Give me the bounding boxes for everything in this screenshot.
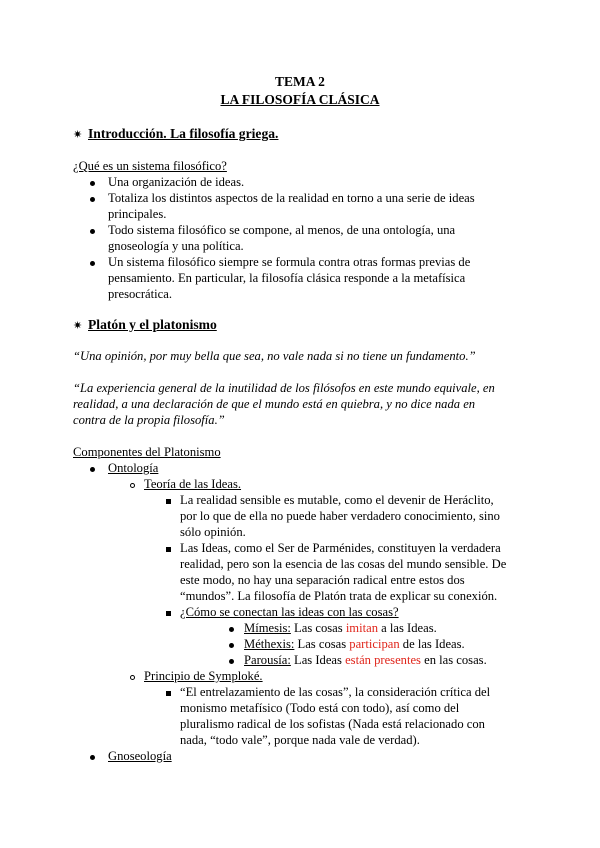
teoria-text: La realidad sensible es mutable, como el devenir de Heráclito,	[180, 493, 494, 507]
sparkle-icon: ✷	[73, 129, 83, 141]
teoria-text: “mundos”. La filosofía de Platón trata de explicar su conexión.	[180, 589, 498, 603]
methexis-line	[244, 636, 465, 652]
teoria-text: sólo opinión.	[180, 525, 246, 539]
gnoseologia-label: Gnoseología	[108, 749, 172, 763]
symploke-text: “El entrelazamiento de las cosas”, la consideración crítica del	[180, 685, 491, 699]
sparkle-icon: ✷	[73, 320, 83, 332]
bullet-dot	[90, 181, 95, 186]
bullet-text: Una organización de ideas.	[108, 175, 245, 189]
bullet-dot	[229, 643, 234, 648]
bullet-dot	[90, 197, 95, 202]
bullet-dot	[90, 755, 95, 760]
page-title-line1: TEMA 2	[275, 74, 325, 89]
bullet-text: Totaliza los distintos aspectos de la realidad en torno a una serie de ideas	[108, 191, 475, 205]
bullet-square	[166, 547, 171, 552]
symploke-label: Principio de Symploké.	[144, 669, 263, 683]
parousia-term: Parousía:	[244, 653, 291, 667]
bullet-dot	[90, 467, 95, 472]
bullet-text: Todo sistema filosófico se compone, al menos, de una ontología, una	[108, 223, 456, 237]
bullet-text: principales.	[108, 207, 167, 221]
symploke-text: nada, “todo vale”, porque nada vale de verdad).	[180, 733, 420, 747]
bullet-dot	[90, 261, 95, 266]
quote-2-line: contra de la propia filosofía.”	[73, 413, 225, 427]
quote-2-line: realidad, a una declaración de que el mundo está en quiebra, y no dice nada en	[73, 397, 476, 411]
methexis-text: Las cosas	[294, 637, 350, 651]
parousia-line	[244, 652, 487, 668]
bullet-text: Un sistema filosófico siempre se formula contra otras formas previas de	[108, 255, 471, 269]
teoria-text: Las Ideas, como el Ser de Parménides, constituyen la verdadera	[180, 541, 501, 555]
page-title-line2: LA FILOSOFÍA CLÁSICA	[220, 92, 380, 107]
symploke-text: pluralismo radical de los sofistas (Nada está relacionado con	[180, 717, 485, 731]
mimesis-highlight: imitan	[345, 621, 378, 635]
bullet-dot	[90, 229, 95, 234]
bullet-text: pensamiento. En particular, la filosofía clásica responde a la metafísica	[108, 271, 466, 285]
symploke-text: monismo metafísico (Todo está con todo), así como del	[180, 701, 460, 715]
teoria-text: este modo, no hay una separación radical entre estos dos	[180, 573, 465, 587]
bullet-ring	[130, 483, 135, 488]
section-heading-platon: Platón y el platonismo	[88, 317, 217, 332]
bullet-text: presocrática.	[108, 287, 172, 301]
parousia-text: Las Ideas	[290, 653, 346, 667]
methexis-highlight: participan	[349, 637, 400, 651]
components-title: Componentes del Platonismo	[73, 445, 221, 459]
mimesis-text: a las Ideas.	[378, 621, 437, 635]
bullet-square	[166, 691, 171, 696]
quote-1: “Una opinión, por muy bella que sea, no vale nada si no tiene un fundamento.”	[73, 349, 476, 363]
parousia-text: en las cosas.	[420, 653, 487, 667]
bullet-square	[166, 611, 171, 616]
parousia-highlight: están presentes	[345, 653, 421, 667]
bullet-text: gnoseología y una política.	[108, 239, 244, 253]
mimesis-text: Las cosas	[290, 621, 346, 635]
section-question: ¿Qué es un sistema filosófico?	[73, 159, 227, 173]
bullet-dot	[229, 627, 234, 632]
ontologia-label: Ontología	[108, 461, 159, 475]
teoria-label: Teoría de las Ideas.	[144, 477, 242, 491]
como-question: ¿Cómo se conectan las ideas con las cosas?	[180, 605, 399, 619]
section-heading-intro: Introducción. La filosofía griega.	[88, 126, 279, 141]
methexis-term: Méthexis:	[244, 637, 295, 651]
mimesis-line	[244, 620, 437, 636]
methexis-text: de las Ideas.	[399, 637, 465, 651]
teoria-text: realidad, pero son la esencia de las cosas del mundo sensible. De	[180, 557, 507, 571]
teoria-text: por lo que de ella no puede haber verdadero conocimiento, sino	[180, 509, 500, 523]
bullet-ring	[130, 675, 135, 680]
bullet-dot	[229, 659, 234, 664]
quote-2-line: “La experiencia general de la inutilidad de los filósofos en este mundo equivale, en	[73, 381, 495, 395]
mimesis-term: Mímesis:	[244, 621, 291, 635]
bullet-square	[166, 499, 171, 504]
